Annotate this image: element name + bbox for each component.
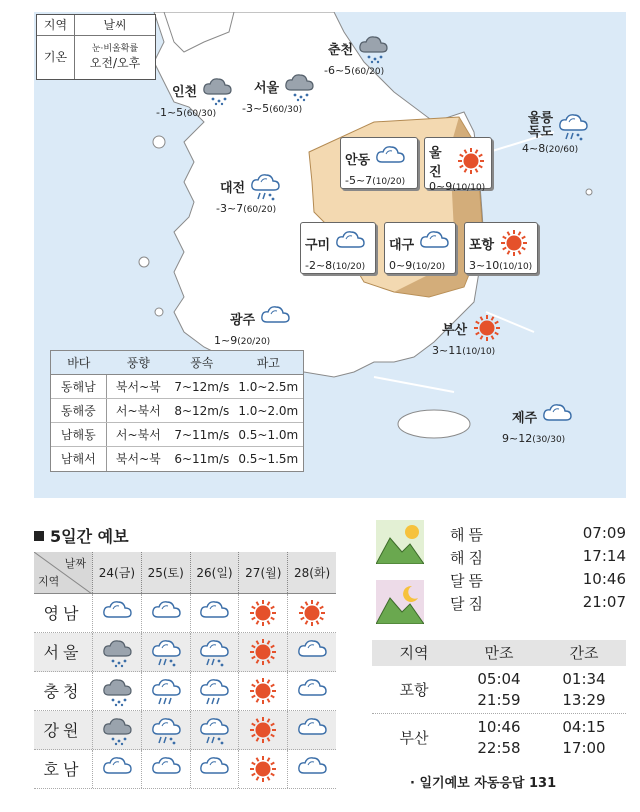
sea-table-header xyxy=(51,351,303,375)
city-name: 광주 xyxy=(230,312,256,328)
cloud-icon xyxy=(150,597,182,629)
cloud-icon xyxy=(296,675,328,707)
forecast-cell xyxy=(287,594,336,632)
rain-snow-cloud-icon xyxy=(557,110,589,142)
city-pct: (10/10) xyxy=(452,183,486,193)
city-temp: 0~9 xyxy=(389,259,413,272)
forecast-title xyxy=(34,524,129,547)
sunmoon-label: 달뜸 xyxy=(450,572,487,590)
snow-cloud-icon xyxy=(101,714,133,746)
rain-snow-cloud-icon xyxy=(150,636,182,668)
sea-cell: 7~12m/s xyxy=(174,380,230,394)
corner-region-label: 지역 xyxy=(38,575,60,588)
sunmoon-label: 해뜸 xyxy=(450,526,487,544)
rain-snow-cloud-icon xyxy=(150,714,182,746)
sea-conditions-table xyxy=(50,350,304,472)
day-header: 24(금) xyxy=(92,552,141,593)
jeju-island xyxy=(398,410,470,438)
sun-icon xyxy=(296,597,328,629)
tide-header-cell: 지역 xyxy=(399,644,429,662)
legend-region-label: 지역 xyxy=(37,15,75,35)
sea-cell: 동해남 xyxy=(51,375,107,398)
sun-icon xyxy=(471,312,503,344)
corner-date-label: 날짜 xyxy=(64,557,86,570)
city-pct: (60/20) xyxy=(243,205,277,215)
snow-cloud-icon xyxy=(357,32,389,64)
city-temp: -6~5 xyxy=(324,64,352,77)
city-name: 인천 xyxy=(172,84,198,100)
table-row xyxy=(51,423,303,447)
city-pct: (20/20) xyxy=(237,337,271,347)
city-pct: (20/60) xyxy=(545,145,579,155)
sunmoon-time: 10:46 xyxy=(582,570,626,588)
sea-cell: 남해서 xyxy=(51,447,107,471)
cloud-icon xyxy=(334,227,366,259)
forecast-cell xyxy=(92,633,141,671)
sea-cell: 1.0~2.0m xyxy=(238,404,299,418)
city-pct: (10/10) xyxy=(462,347,496,357)
table-row xyxy=(372,714,626,762)
city-temp: -5~7 xyxy=(345,174,373,187)
snow-cloud-icon xyxy=(201,74,233,106)
tide-region: 부산 xyxy=(399,729,429,747)
city-busan xyxy=(432,312,503,357)
forecast-region: 영남 xyxy=(43,604,83,623)
sea-cell: 서~북서 xyxy=(115,428,161,442)
city-pct: (10/20) xyxy=(412,262,446,272)
forecast-region: 강원 xyxy=(43,721,83,740)
city-name: 울진 xyxy=(429,146,442,180)
city-temp: -3~5 xyxy=(242,102,270,115)
sea-cell: 북서~북 xyxy=(115,380,161,394)
footer-note: · 일기예보 자동응답 131 xyxy=(410,776,557,791)
forecast-title-text: 5일간 예보 xyxy=(50,527,129,546)
city-chuncheon xyxy=(324,32,389,77)
city-pct: (10/20) xyxy=(332,262,366,272)
sun-icon xyxy=(498,227,530,259)
forecast-cell xyxy=(92,750,141,788)
legend-weather-label: 날씨 xyxy=(103,18,127,32)
forecast-cell xyxy=(92,711,141,749)
sunmoon-time: 17:14 xyxy=(582,547,626,565)
forecast-table xyxy=(34,552,336,789)
rain-cloud-icon xyxy=(150,675,182,707)
tide-high: 05:04 xyxy=(477,670,521,688)
ulleung-island xyxy=(586,189,592,195)
sunmoon-label: 달짐 xyxy=(450,595,487,613)
sea-cell: 8~12m/s xyxy=(174,404,230,418)
city-uljin xyxy=(424,137,492,193)
day-header: 27(월) xyxy=(238,552,287,593)
weather-map xyxy=(34,12,626,498)
moonset-row xyxy=(376,593,626,614)
forecast-cell xyxy=(92,672,141,710)
city-temp: 3~11 xyxy=(432,344,463,357)
tide-region: 포항 xyxy=(399,681,429,699)
legend-precip-label: 눈·비올확률 xyxy=(91,44,139,54)
sun-icon xyxy=(247,675,279,707)
table-row xyxy=(34,633,336,672)
cloud-icon xyxy=(418,227,450,259)
city-andong xyxy=(340,137,418,189)
day-header: 28(화) xyxy=(287,552,336,593)
table-row xyxy=(51,399,303,423)
sea-header-cell: 풍향 xyxy=(126,356,150,370)
city-temp: -1~5 xyxy=(156,106,184,119)
table-row xyxy=(51,447,303,471)
tide-high: 10:46 xyxy=(477,718,521,736)
city-name: 안동 xyxy=(345,152,371,168)
city-gwangju xyxy=(214,302,291,347)
snow-cloud-icon xyxy=(283,70,315,102)
city-name: 제주 xyxy=(512,410,538,426)
city-daegu xyxy=(384,222,456,274)
map-legend xyxy=(36,14,156,80)
cloud-icon xyxy=(541,400,573,432)
forecast-cell xyxy=(287,750,336,788)
tide-table xyxy=(372,640,626,762)
forecast-cell xyxy=(238,750,287,788)
tide-header-cell: 만조 xyxy=(484,644,514,662)
cloud-icon xyxy=(101,753,133,785)
day-header: 26(일) xyxy=(190,552,239,593)
forecast-cell xyxy=(238,594,287,632)
city-temp: -3~7 xyxy=(216,202,244,215)
city-temp: 3~10 xyxy=(469,259,500,272)
city-name: 포항 xyxy=(469,237,495,253)
legend-ampm-label: 오전/오후 xyxy=(89,56,141,70)
sea-cell: 북서~북 xyxy=(115,452,161,466)
cloud-icon xyxy=(198,753,230,785)
day-header: 25(토) xyxy=(141,552,190,593)
city-incheon xyxy=(156,74,233,119)
forecast-cell xyxy=(190,750,239,788)
cloud-icon xyxy=(259,302,291,334)
city-temp: 4~8 xyxy=(522,142,546,155)
forecast-cell xyxy=(141,594,190,632)
table-row xyxy=(51,375,303,399)
city-temp: 9~12 xyxy=(502,432,533,445)
forecast-cell xyxy=(141,750,190,788)
forecast-cell xyxy=(238,633,287,671)
city-name: 대구 xyxy=(389,237,415,253)
tide-low: 04:15 xyxy=(562,718,606,736)
sun-icon xyxy=(247,753,279,785)
forecast-cell xyxy=(190,711,239,749)
forecast-cell xyxy=(238,672,287,710)
tide-high: 22:58 xyxy=(477,739,521,757)
rain-snow-cloud-icon xyxy=(198,714,230,746)
rain-cloud-icon xyxy=(198,675,230,707)
sunrise-row xyxy=(376,524,626,545)
moonrise-row xyxy=(376,570,626,591)
forecast-cell xyxy=(287,633,336,671)
sea-cell: 동해중 xyxy=(51,399,107,422)
cloud-icon xyxy=(198,597,230,629)
tide-header-cell: 간조 xyxy=(569,644,599,662)
table-row xyxy=(34,750,336,789)
sunset-row xyxy=(376,547,626,568)
table-row xyxy=(34,672,336,711)
sea-cell: 남해동 xyxy=(51,423,107,446)
sun-icon xyxy=(247,714,279,746)
table-row xyxy=(34,711,336,750)
forecast-cell xyxy=(287,711,336,749)
sea-cell: 서~북서 xyxy=(115,404,161,418)
city-pct: (10/20) xyxy=(372,177,406,187)
rain-snow-cloud-icon xyxy=(198,636,230,668)
sea-header-cell: 파고 xyxy=(256,356,280,370)
forecast-cell xyxy=(287,672,336,710)
city-gumi xyxy=(300,222,376,274)
rain-snow-cloud-icon xyxy=(249,170,281,202)
forecast-cell xyxy=(238,711,287,749)
city-pct: (60/20) xyxy=(351,67,385,77)
sea-cell: 6~11m/s xyxy=(174,452,230,466)
tide-header xyxy=(372,640,626,666)
city-ulleung xyxy=(522,110,589,155)
table-row xyxy=(34,594,336,633)
city-pct: (60/30) xyxy=(183,109,217,119)
sea-cell: 0.5~1.0m xyxy=(238,428,299,442)
tide-low: 01:34 xyxy=(562,670,606,688)
forecast-cell xyxy=(190,672,239,710)
forecast-region: 서울 xyxy=(43,643,83,662)
forecast-corner xyxy=(34,552,92,593)
snow-cloud-icon xyxy=(101,636,133,668)
sea-cell: 7~11m/s xyxy=(174,428,230,442)
city-name: 서울 xyxy=(254,80,280,96)
city-seoul xyxy=(242,70,315,115)
forecast-cell xyxy=(141,633,190,671)
city-daejeon xyxy=(216,170,281,215)
city-pct: (30/30) xyxy=(532,435,566,445)
cloud-icon xyxy=(374,142,406,174)
tide-low: 13:29 xyxy=(562,691,606,709)
forecast-region: 호남 xyxy=(43,760,83,779)
city-name: 부산 xyxy=(442,322,468,338)
sun-icon xyxy=(247,597,279,629)
city-pohang xyxy=(464,222,538,274)
sea-header-cell: 바다 xyxy=(67,356,91,370)
sun-icon xyxy=(455,145,487,177)
city-name: 대전 xyxy=(220,180,246,196)
sun-moon-times xyxy=(376,524,626,614)
forecast-cell xyxy=(141,672,190,710)
city-temp: 0~9 xyxy=(429,180,453,193)
forecast-cell xyxy=(92,594,141,632)
forecast-cell xyxy=(141,711,190,749)
table-row xyxy=(372,666,626,714)
sunmoon-time: 21:07 xyxy=(582,593,626,611)
sun-icon xyxy=(247,636,279,668)
forecast-region: 충청 xyxy=(43,682,83,701)
city-jeju xyxy=(502,400,573,445)
city-pct: (10/10) xyxy=(499,262,533,272)
cloud-icon xyxy=(101,597,133,629)
city-pct: (60/30) xyxy=(269,105,303,115)
city-temp: -2~8 xyxy=(305,259,333,272)
legend-temp-label: 기온 xyxy=(37,36,75,79)
forecast-cell xyxy=(190,633,239,671)
sea-cell: 0.5~1.5m xyxy=(238,452,299,466)
snow-cloud-icon xyxy=(101,675,133,707)
cloud-icon xyxy=(150,753,182,785)
forecast-cell xyxy=(190,594,239,632)
tide-low: 17:00 xyxy=(562,739,606,757)
city-name: 구미 xyxy=(305,237,331,253)
sunmoon-label: 해짐 xyxy=(450,549,487,567)
cloud-icon xyxy=(296,714,328,746)
cloud-icon xyxy=(296,636,328,668)
sunmoon-time: 07:09 xyxy=(582,524,626,542)
cloud-icon xyxy=(296,753,328,785)
tide-high: 21:59 xyxy=(477,691,521,709)
city-name: 춘천 xyxy=(328,42,354,58)
city-name-line1: 울릉 xyxy=(528,111,554,126)
forecast-header xyxy=(34,552,336,594)
sea-cell: 1.0~2.5m xyxy=(238,380,299,394)
city-temp: 1~9 xyxy=(214,334,238,347)
city-name-line2: 독도 xyxy=(528,125,554,140)
sea-header-cell: 풍속 xyxy=(190,356,214,370)
